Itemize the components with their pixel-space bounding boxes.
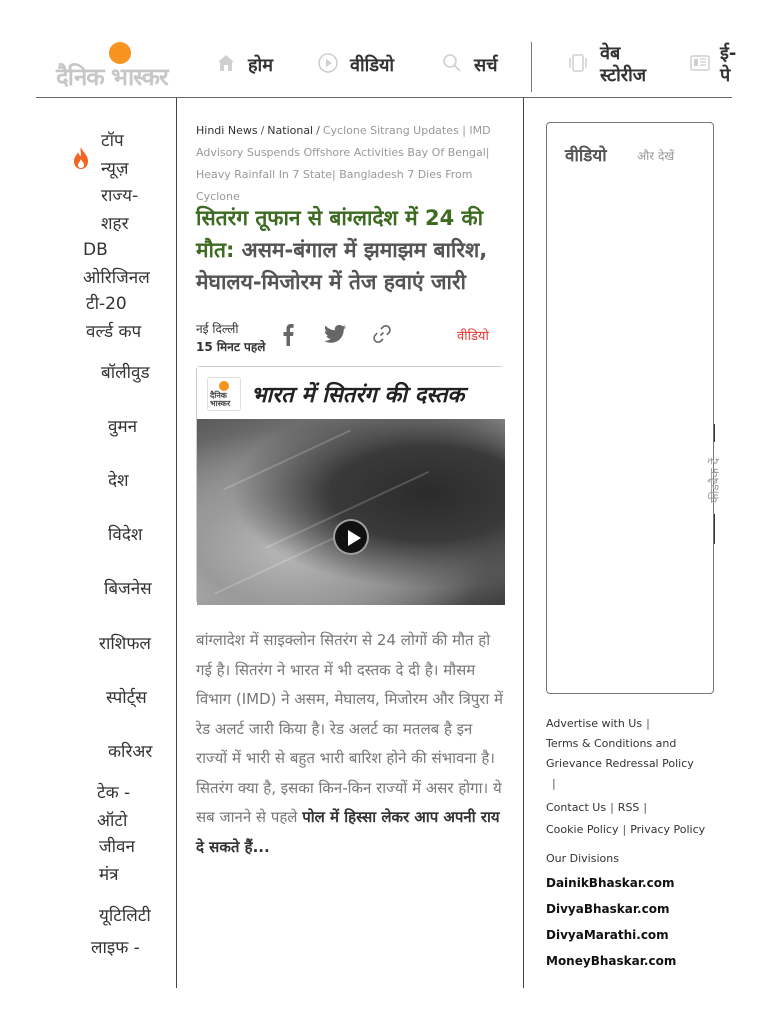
sidebar-item-t20-2[interactable]: वर्ल्ड कप bbox=[86, 322, 142, 342]
sidebar-item-tech-auto-2[interactable]: ऑटो bbox=[97, 811, 128, 831]
breadcrumb: Hindi News / National / Cyclone Sitrang Updates | IMD Advisory Suspends Offshore Activities Bay Of Bengal| Heavy Rainfall In 7 State| Bangladesh 7 Dies From Cyclone bbox=[196, 124, 491, 203]
contact-link[interactable]: Contact Us bbox=[546, 801, 607, 814]
small-logo-line2: भास्कर bbox=[210, 399, 231, 408]
nav-epaper[interactable] bbox=[690, 40, 737, 90]
sidebar-item-state-city-1[interactable]: राज्य- bbox=[101, 186, 139, 206]
sidebar-item-tech-auto-1[interactable]: टेक - bbox=[97, 783, 131, 803]
nav-epaper-line1: ई- bbox=[720, 43, 737, 64]
sidebar-item-jeevan-mantra-2[interactable]: मंत्र bbox=[99, 865, 119, 885]
sidebar-item-lifestyle[interactable]: लाइफ - bbox=[91, 938, 140, 958]
site-header bbox=[36, 0, 737, 98]
nav-video-label: वीडियो bbox=[350, 55, 395, 76]
sidebar-item-db-original-2[interactable]: ओरिजिनल bbox=[83, 268, 150, 288]
breadcrumb-national[interactable]: National bbox=[267, 124, 314, 137]
advertise-link[interactable]: Advertise with Us bbox=[546, 717, 643, 730]
sidebar-item-career[interactable]: करिअर bbox=[108, 742, 153, 762]
sidebar-item-top-news-1[interactable]: टॉप bbox=[101, 131, 124, 151]
sidebar-item-jeevan-mantra-1[interactable]: जीवन bbox=[99, 837, 135, 857]
sidebar-item-videsh[interactable]: विदेश bbox=[108, 525, 143, 545]
cookie-policy-link[interactable]: Cookie Policy bbox=[546, 823, 619, 836]
article-body-text: बांग्लादेश में साइक्लोन सितरंग से 24 लोगों की मौत हो गई है। सितरंग ने भारत में भी दस्तक दे दी है। मौसम विभाग (IMD) ने असम, मेघालय, मिजोरम और त्रिपुरा में रेड अलर्ट जारी किया है। रेड अलर्ट का मतलब है इन राज्यों में भारी से बहुत भारी बारिश होने की संभावना है। सितरंग क्या है, इसका किन-किन राज्यों में असर होगा। ये सब जानने से पहले bbox=[196, 631, 504, 826]
nav-video[interactable] bbox=[316, 50, 394, 80]
sidebar-item-t20-1[interactable]: टी-20 bbox=[86, 294, 127, 314]
sidebar-item-bollywood[interactable]: बॉलीवुड bbox=[101, 363, 150, 383]
nav-web-stories-line2: स्टोरीज bbox=[600, 65, 647, 86]
fire-icon bbox=[70, 146, 92, 170]
sidebar-item-state-city-2[interactable]: शहर bbox=[101, 214, 129, 234]
copy-link-icon[interactable] bbox=[372, 324, 392, 349]
headline-highlight: सितरंग तूफान से बांग्लादेश में 24 की मौत: bbox=[196, 206, 484, 262]
video-thumbnail[interactable] bbox=[197, 419, 505, 605]
video-link[interactable]: वीडियो bbox=[457, 329, 489, 344]
video-widget-title: वीडियो bbox=[565, 146, 607, 166]
video-card-title: भारत में सितरंग की दस्तक bbox=[251, 383, 465, 408]
nav-home-label: होम bbox=[248, 55, 273, 76]
feedback-label: फीडबैक दें bbox=[707, 457, 722, 504]
twitter-share-icon[interactable] bbox=[324, 324, 346, 349]
video-widget-more-link[interactable]: और देखें bbox=[637, 149, 675, 163]
right-column bbox=[523, 98, 733, 988]
privacy-policy-link[interactable]: Privacy Policy bbox=[630, 823, 706, 836]
article-body bbox=[196, 626, 506, 862]
sun-small-icon bbox=[219, 381, 229, 391]
division-link[interactable]: DivyaBhaskar.com bbox=[546, 902, 670, 916]
breadcrumb-current: Cyclone Sitrang Updates | IMD Advisory Suspends Offshore Activities Bay Of Bengal| Heavy Rainfall In 7 State| Bangladesh 7 Dies From Cyclone bbox=[196, 124, 491, 203]
article-time: 15 मिनट पहले bbox=[196, 340, 266, 354]
sidebar-item-woman[interactable]: वुमन bbox=[108, 417, 138, 437]
bhaskar-small-logo bbox=[207, 377, 241, 411]
poll-cta[interactable]: पोल में हिस्सा लेकर आप अपनी राय दे सकते हैं... bbox=[196, 808, 500, 856]
footer-links: Advertise with Us | Terms & Conditions and Grievance Redressal Policy | Contact Us | RSS | Cookie Policy | Privacy Policy bbox=[546, 714, 732, 840]
dainik-bhaskar-logo[interactable] bbox=[56, 40, 188, 92]
video-card-header bbox=[197, 367, 505, 419]
epaper-icon bbox=[690, 53, 710, 77]
breadcrumb-home[interactable]: Hindi News bbox=[196, 124, 258, 137]
video-widget bbox=[546, 122, 714, 694]
sidebar-item-desh[interactable]: देश bbox=[108, 471, 129, 491]
article-dateline bbox=[196, 320, 265, 356]
sidebar-item-utility[interactable]: यूटिलिटी bbox=[99, 906, 151, 926]
rss-link[interactable]: RSS bbox=[617, 801, 640, 814]
small-logo-line1: दैनिक bbox=[210, 391, 227, 400]
play-button-icon[interactable] bbox=[333, 519, 369, 555]
feedback-tab[interactable] bbox=[702, 424, 726, 544]
web-stories-icon bbox=[566, 53, 590, 78]
nav-epaper-line2: पे bbox=[720, 65, 731, 86]
nav-search[interactable] bbox=[440, 50, 498, 80]
article-location: नई दिल्ली bbox=[196, 322, 239, 336]
sidebar-item-rashifal[interactable]: राशिफल bbox=[99, 634, 151, 654]
sidebar-item-db-original-1[interactable]: DB bbox=[83, 240, 108, 260]
category-sidebar bbox=[0, 98, 177, 988]
article-headline bbox=[196, 202, 506, 298]
play-circle-icon bbox=[316, 52, 340, 79]
terms-link[interactable]: Terms & Conditions and Grievance Redressal Policy bbox=[546, 737, 694, 770]
logo-text: दैनिक भास्कर bbox=[56, 63, 168, 91]
division-link[interactable]: MoneyBhaskar.com bbox=[546, 954, 677, 968]
video-player[interactable] bbox=[196, 366, 504, 604]
sidebar-item-top-news-2[interactable]: न्यूज़ bbox=[101, 159, 129, 179]
nav-divider bbox=[531, 42, 532, 92]
nav-home[interactable] bbox=[214, 50, 273, 80]
search-icon bbox=[440, 53, 464, 78]
facebook-share-icon[interactable] bbox=[282, 324, 294, 351]
headline-rest: असम-बंगाल में झमाझम बारिश, मेघालय-मिजोरम में तेज हवाएं जारी bbox=[196, 238, 488, 294]
nav-search-label: सर्च bbox=[474, 55, 498, 76]
sidebar-item-sports[interactable]: स्पोर्ट्स bbox=[106, 688, 147, 708]
sidebar-item-business[interactable]: बिजनेस bbox=[104, 579, 152, 599]
division-link[interactable]: DivyaMarathi.com bbox=[546, 928, 669, 942]
home-icon bbox=[214, 53, 238, 78]
nav-web-stories-line1: वेब bbox=[600, 43, 621, 64]
nav-web-stories[interactable] bbox=[566, 40, 646, 90]
divisions-title: Our Divisions bbox=[546, 852, 619, 865]
division-link[interactable]: DainikBhaskar.com bbox=[546, 876, 675, 890]
